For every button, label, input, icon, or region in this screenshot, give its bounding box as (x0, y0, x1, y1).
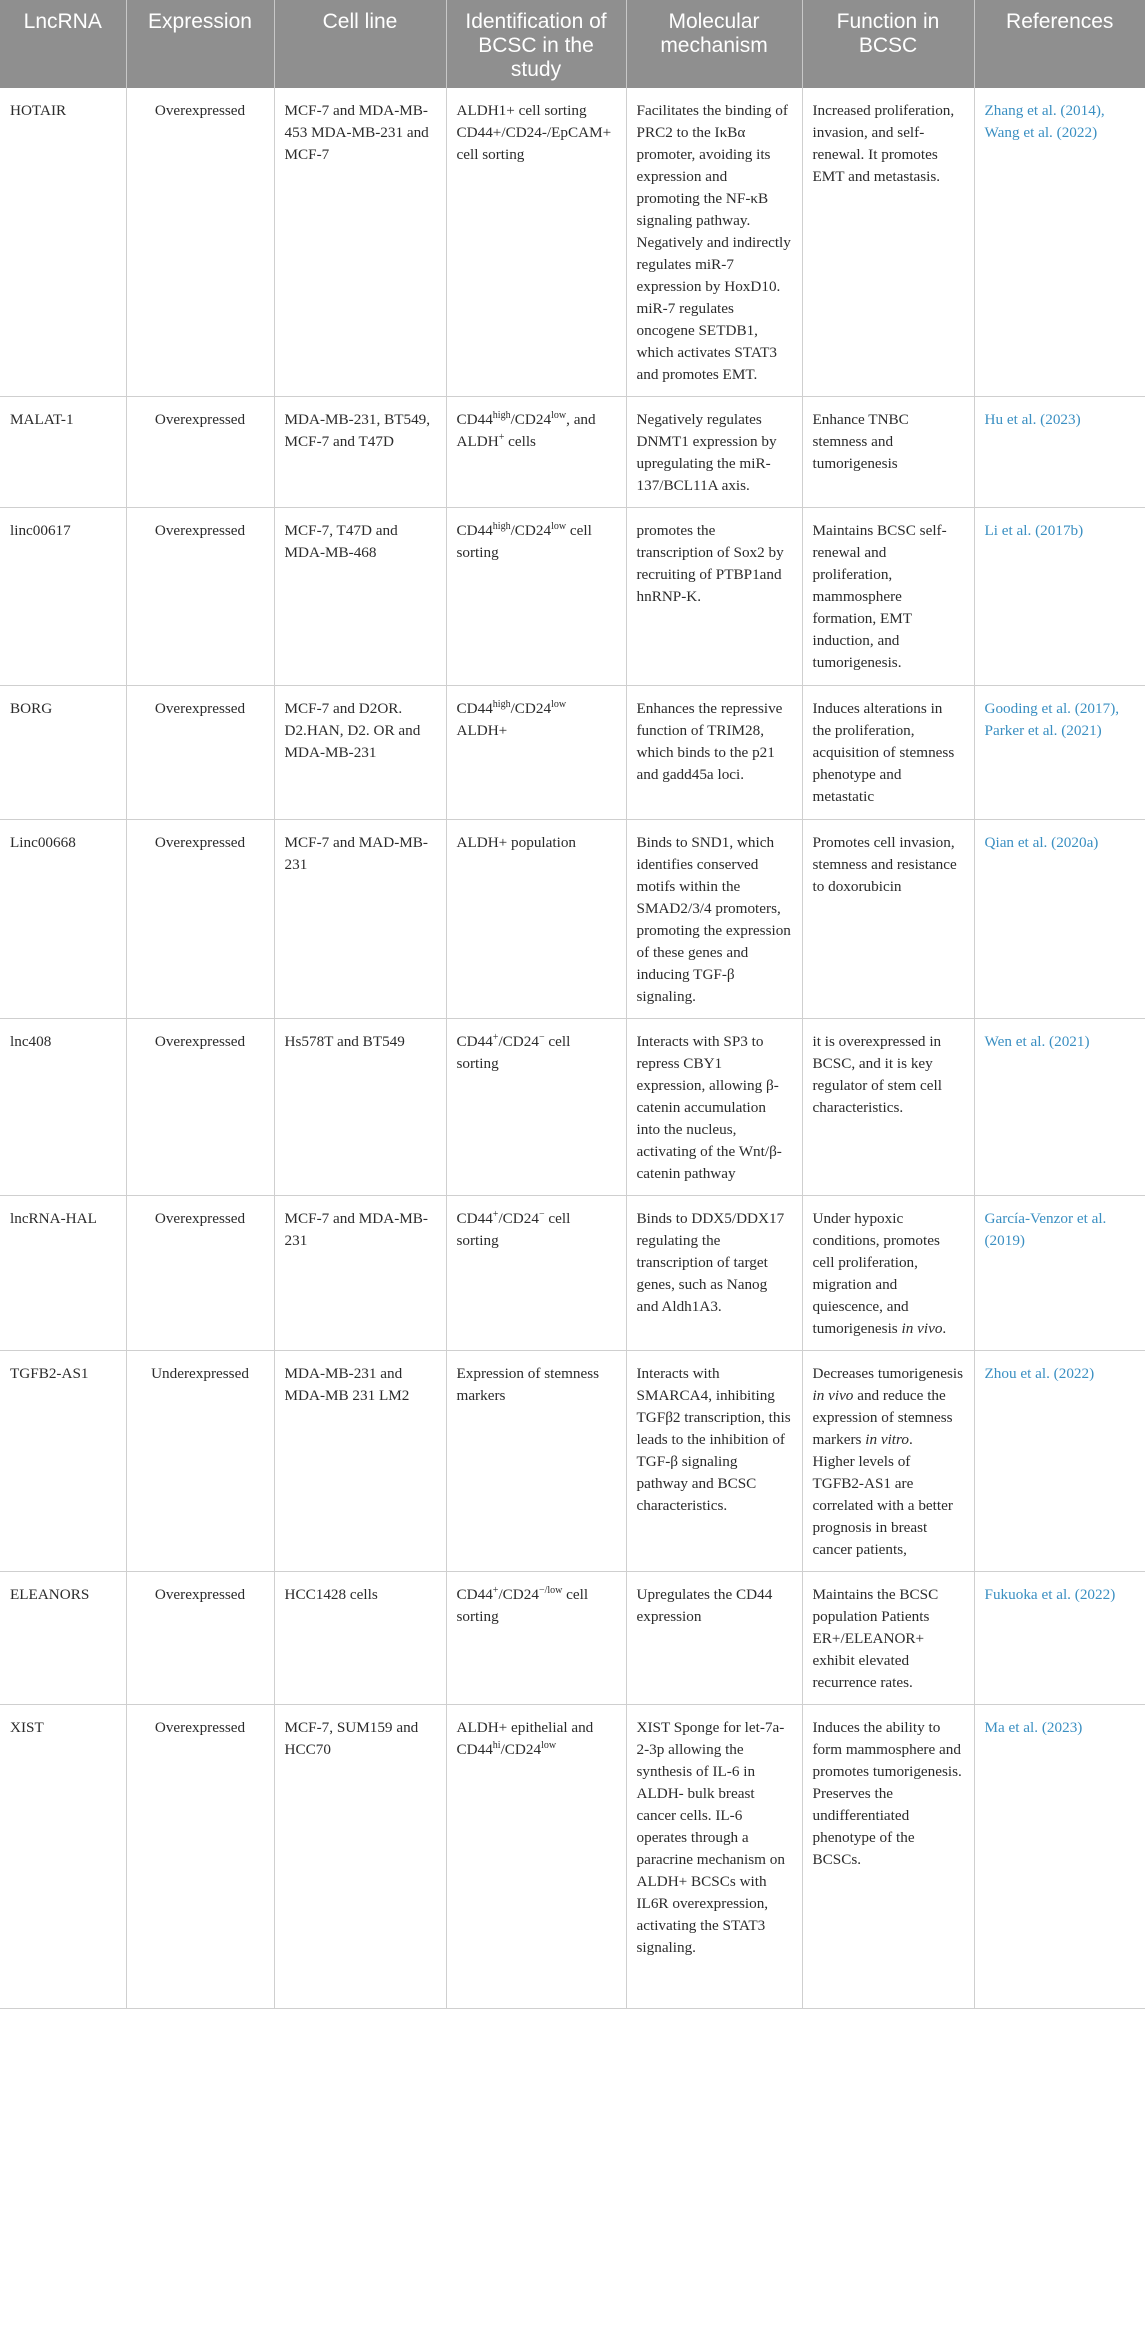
reference-link[interactable]: Zhang et al. (2014), (984, 102, 1105, 119)
cell-lncrna: lnc408 (0, 1019, 126, 1196)
cell-lncrna: XIST (0, 1705, 126, 2009)
cell-mechanism: Binds to SND1, which identifies conserved motifs within the SMAD2/3/4 promoters, promoting the expression of these genes and inducing TGF-β signaling. (626, 820, 802, 1019)
cell-identification: $CD44^{high}/CD24^{low}$ ALDH+ (446, 686, 626, 820)
table-row (0, 508, 1145, 686)
reference-link[interactable]: García-Venzor et al. (2019) (984, 1210, 1107, 1249)
cell-function: Under hypoxic conditions, promotes cell proliferation, migration and quiescence, and tumorigenesis in vivo. (802, 1196, 974, 1351)
cell-function: Promotes cell invasion, stemness and resistance to doxorubicin (802, 820, 974, 1019)
cell-mechanism: Negatively regulates DNMT1 expression by upregulating the miR-137/BCL11A axis. (626, 397, 802, 508)
cell-cell-line: HCC1428 cells (274, 1572, 446, 1705)
cell-mechanism: Interacts with SP3 to repress CBY1 expression, allowing β-catenin accumulation into the nucleus, activating of the Wnt/β-catenin pathway (626, 1019, 802, 1196)
cell-identification: ALDH+ population (446, 820, 626, 1019)
cell-expression: Overexpressed (126, 686, 274, 820)
cell-references (974, 1572, 1145, 1705)
cell-identification: Expression of stemness markers (446, 1351, 626, 1572)
cell-expression: Overexpressed (126, 1572, 274, 1705)
cell-cell-line: MDA-MB-231 and MDA-MB 231 LM2 (274, 1351, 446, 1572)
cell-cell-line: MCF-7, T47D and MDA-MB-468 (274, 508, 446, 686)
cell-expression: Overexpressed (126, 1196, 274, 1351)
cell-identification: ALDH1+ cell sorting CD44+/CD24-/EpCAM+ cell sorting (446, 88, 626, 397)
cell-function: Induces the ability to form mammosphere and promotes tumorigenesis. Preserves the undifferentiated phenotype of the BCSCs. (802, 1705, 974, 2009)
cell-expression: Underexpressed (126, 1351, 274, 1572)
cell-cell-line: Hs578T and BT549 (274, 1019, 446, 1196)
table-row (0, 88, 1145, 397)
cell-identification: $CD44^+/CD24^{-/low}$ cell sorting (446, 1572, 626, 1705)
cell-function: Decreases tumorigenesis in vivo and reduce the expression of stemness markers in vitro. Higher levels of TGFB2-AS1 are correlated with a better prognosis in breast cancer patients, (802, 1351, 974, 1572)
cell-lncrna: ELEANORS (0, 1572, 126, 1705)
header-identification: Identification of BCSC in the study (446, 0, 626, 88)
cell-identification: $CD44^{high}/CD24^{low}$, and ALDH+ cells (446, 397, 626, 508)
cell-lncrna: BORG (0, 686, 126, 820)
cell-lncrna: HOTAIR (0, 88, 126, 397)
cell-mechanism: Binds to DDX5/DDX17 regulating the transcription of target genes, such as Nanog and Aldh1A3. (626, 1196, 802, 1351)
cell-references (974, 397, 1145, 508)
table-row (0, 686, 1145, 820)
reference-link[interactable]: Hu et al. (2023) (984, 411, 1081, 428)
table-row (0, 397, 1145, 508)
cell-identification: ALDH+ epithelial and $CD44^{hi}/CD24^{low}$ (446, 1705, 626, 2009)
cell-mechanism: Interacts with SMARCA4, inhibiting TGFβ2 transcription, this leads to the inhibition of TGF-β signaling pathway and BCSC characteristics. (626, 1351, 802, 1572)
header-cell-line: Cell line (274, 0, 446, 88)
cell-identification: CD44+/CD24− cell sorting (446, 1196, 626, 1351)
cell-expression: Overexpressed (126, 1705, 274, 2009)
cell-references (974, 1196, 1145, 1351)
cell-cell-line: MCF-7 and MAD-MB-231 (274, 820, 446, 1019)
reference-link[interactable]: Fukuoka et al. (2022) (984, 1586, 1116, 1603)
reference-link[interactable]: Wang et al. (2022) (984, 124, 1098, 141)
cell-mechanism: Upregulates the CD44 expression (626, 1572, 802, 1705)
header-expression: Expression (126, 0, 274, 88)
cell-function: Induces alterations in the proliferation, acquisition of stemness phenotype and metastatic (802, 686, 974, 820)
cell-mechanism: XIST Sponge for let-7a-2-3p allowing the synthesis of IL-6 in ALDH- bulk breast cancer cells. IL-6 operates through a paracrine mechanism on ALDH+ BCSCs with IL6R overexpression, activating the STAT3 signaling. (626, 1705, 802, 2009)
cell-mechanism: promotes the transcription of Sox2 by recruiting of PTBP1and hnRNP-K. (626, 508, 802, 686)
cell-references (974, 820, 1145, 1019)
cell-function: it is overexpressed in BCSC, and it is key regulator of stem cell characteristics. (802, 1019, 974, 1196)
cell-references (974, 1705, 1145, 2009)
cell-identification: $CD44^{high}/CD24^{low}$ cell sorting (446, 508, 626, 686)
header-references: References (974, 0, 1145, 88)
cell-expression: Overexpressed (126, 1019, 274, 1196)
reference-link[interactable]: Zhou et al. (2022) (984, 1365, 1095, 1382)
cell-cell-line: MCF-7, SUM159 and HCC70 (274, 1705, 446, 2009)
cell-mechanism: Enhances the repressive function of TRIM28, which binds to the p21 and gadd45a loci. (626, 686, 802, 820)
cell-expression: Overexpressed (126, 88, 274, 397)
reference-link[interactable]: Ma et al. (2023) (984, 1719, 1083, 1736)
cell-references (974, 686, 1145, 820)
reference-link[interactable]: Wen et al. (2021) (984, 1033, 1090, 1050)
cell-expression: Overexpressed (126, 820, 274, 1019)
cell-lncrna: lncRNA-HAL (0, 1196, 126, 1351)
table-row (0, 1351, 1145, 1572)
cell-cell-line: MDA-MB-231, BT549, MCF-7 and T47D (274, 397, 446, 508)
cell-lncrna: TGFB2-AS1 (0, 1351, 126, 1572)
reference-link[interactable]: Qian et al. (2020a) (984, 834, 1099, 851)
cell-function: Maintains BCSC self-renewal and proliferation, mammosphere formation, EMT induction, and tumorigenesis. (802, 508, 974, 686)
table-row (0, 820, 1145, 1019)
cell-cell-line: MCF-7 and MDA-MB-231 (274, 1196, 446, 1351)
cell-identification: CD44+/CD24− cell sorting (446, 1019, 626, 1196)
cell-cell-line: MCF-7 and MDA-MB-453 MDA-MB-231 and MCF-7 (274, 88, 446, 397)
cell-lncrna: MALAT-1 (0, 397, 126, 508)
cell-references (974, 1351, 1145, 1572)
cell-function: Enhance TNBC stemness and tumorigenesis (802, 397, 974, 508)
table-row (0, 1019, 1145, 1196)
cell-references (974, 88, 1145, 397)
reference-link[interactable]: Li et al. (2017b) (984, 522, 1084, 539)
cell-function: Maintains the BCSC population Patients ER+/ELEANOR+ exhibit elevated recurrence rates. (802, 1572, 974, 1705)
reference-link[interactable]: Gooding et al. (2017), Parker et al. (2021) (984, 700, 1120, 739)
cell-lncrna: Linc00668 (0, 820, 126, 1019)
header-lncrna: LncRNA (0, 0, 126, 88)
cell-references (974, 508, 1145, 686)
cell-expression: Overexpressed (126, 508, 274, 686)
table-row (0, 1196, 1145, 1351)
cell-lncrna: linc00617 (0, 508, 126, 686)
cell-expression: Overexpressed (126, 397, 274, 508)
cell-function: Increased proliferation, invasion, and self-renewal. It promotes EMT and metastasis. (802, 88, 974, 397)
cell-mechanism: Facilitates the binding of PRC2 to the IκBα promoter, avoiding its expression and promoting the NF-κB signaling pathway. Negatively and indirectly regulates miR-7 expression by HoxD10. miR-7 regulates oncogene SETDB1, which activates STAT3 and promotes EMT. (626, 88, 802, 397)
cell-references (974, 1019, 1145, 1196)
table-row (0, 1705, 1145, 2009)
table-row (0, 1572, 1145, 1705)
table-header (0, 0, 1145, 88)
header-function: Function in BCSC (802, 0, 974, 88)
header-mechanism: Molecular mechanism (626, 0, 802, 88)
cell-cell-line: MCF-7 and D2OR. D2.HAN, D2. OR and MDA-MB-231 (274, 686, 446, 820)
